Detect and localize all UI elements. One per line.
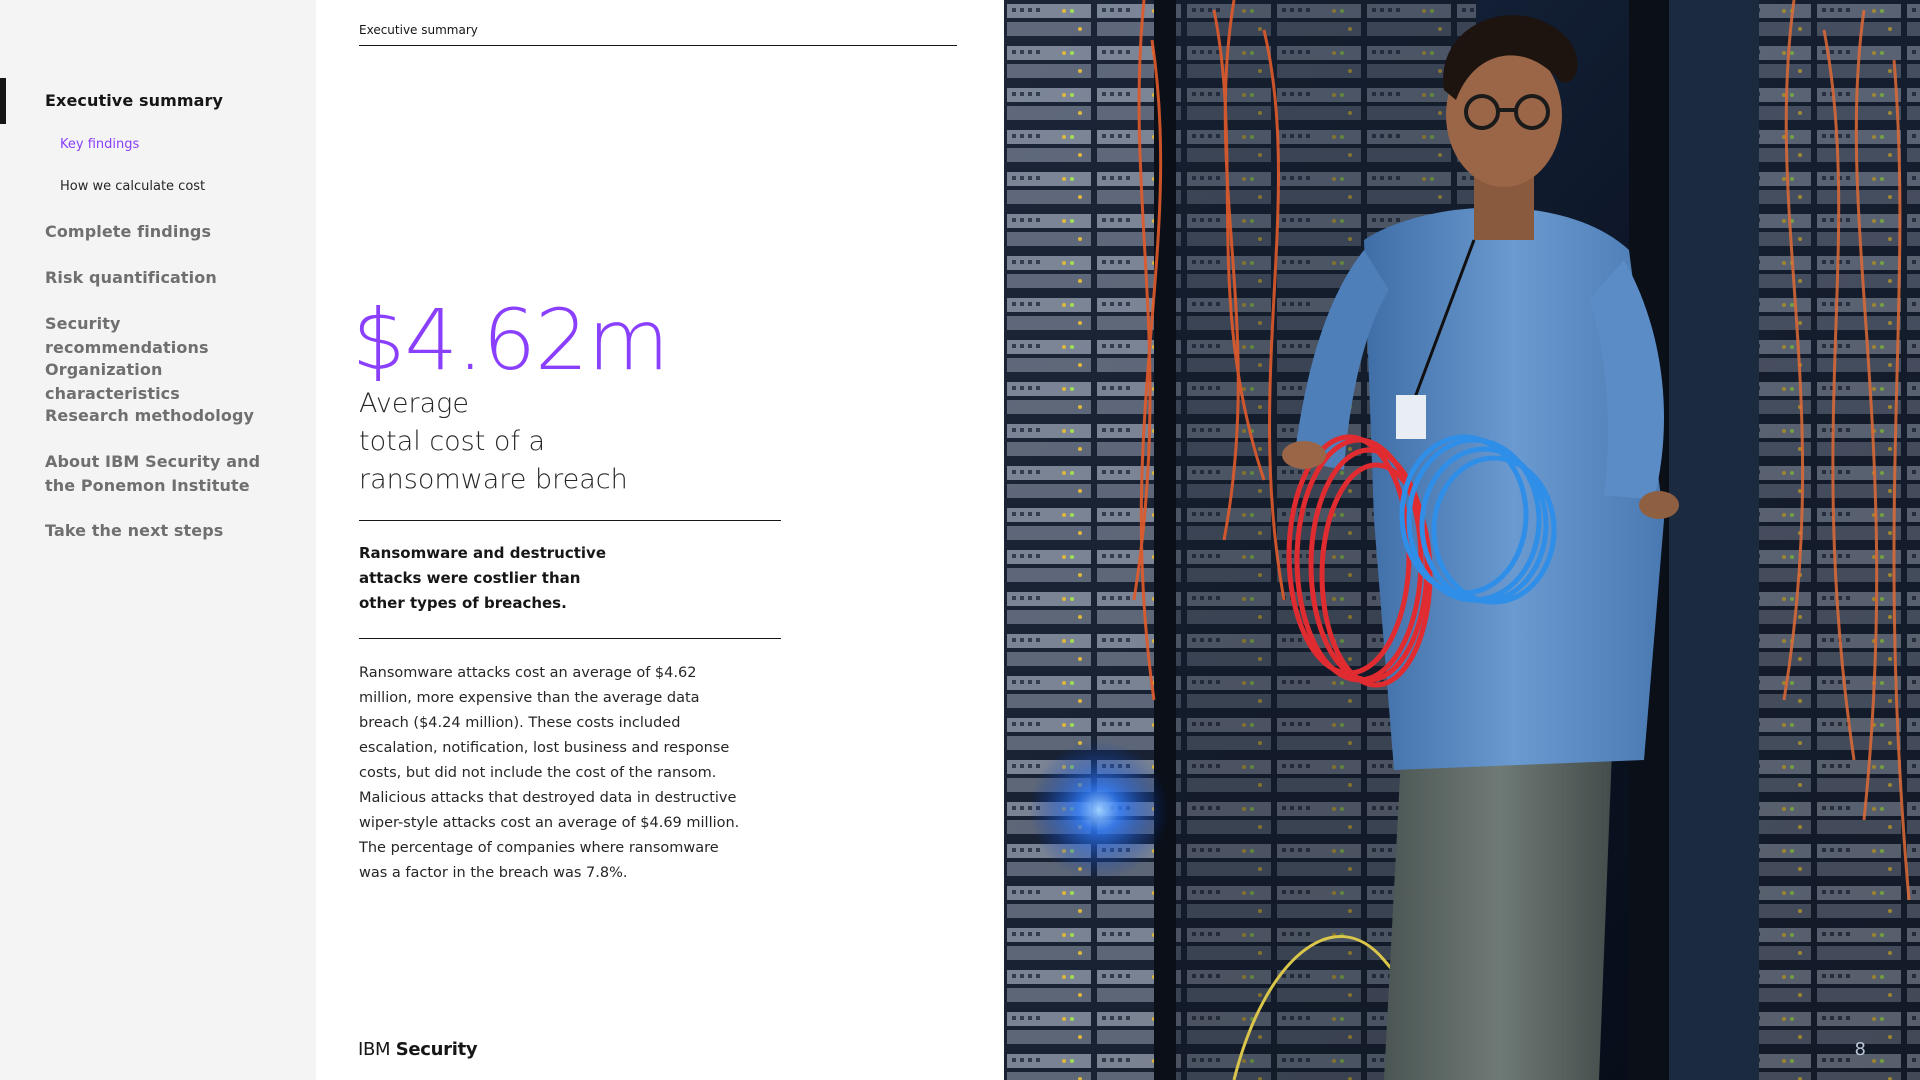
sidebar-item-about-ibm-security[interactable]: About IBM Security and the Ponemon Institute [45,452,261,495]
section-divider [359,638,781,639]
sidebar-nav [0,0,316,1080]
callout-text [359,541,609,616]
sidebar-subitem-key-findings[interactable]: Key findings [60,137,140,152]
sidebar-item-executive-summary[interactable]: Executive summary [45,91,224,110]
sidebar-item-research-methodology[interactable]: Research methodology [45,406,255,425]
callout-line: Ransomware and destructive [359,544,606,562]
sidebar-item-take-the-next-steps[interactable]: Take the next steps [45,521,224,540]
body-paragraph: Ransomware attacks cost an average of $4.62 million, more expensive than the average data breach ($4.24 million). These costs included escalation, notification, lost business and response costs, but did not include the cost of the ransom. Malicious attacks that destroyed data in destructive wiper-style attacks cost an average of $4.69 million. The percentage of companies where ransomware was a factor in the breach was 7.8%. [359,665,740,881]
header-divider [359,45,957,46]
sidebar-item-complete-findings[interactable]: Complete findings [45,222,212,241]
server-room-technician-photo [1004,0,1920,1080]
stat-label [359,385,659,499]
section-divider [359,520,781,521]
stat-label-line: Average [359,388,469,419]
stat-label-line: ransomware breach [359,464,628,495]
stat-value: $4.62m [352,291,669,389]
sidebar-item-risk-quantification[interactable]: Risk quantification [45,268,217,287]
page-number: 8 [1854,1039,1866,1060]
photo-illustration [1004,0,1920,1080]
active-section-marker [0,78,6,124]
running-head: Executive summary [359,23,478,37]
logo-ibm-text: IBM [358,1039,391,1060]
logo-security-text: Security [395,1039,478,1060]
stat-label-line: total cost of a [359,426,546,457]
main-content [316,0,1004,1080]
callout-line: other types of breaches. [359,594,567,612]
sidebar-item-security-recommendations[interactable]: Security recommendations [45,314,209,357]
ibm-security-logo [358,1038,477,1062]
sidebar-item-organization-characteristics[interactable]: Organization characteristics [45,360,180,403]
callout-line: attacks were costlier than [359,569,581,587]
sidebar-subitem-how-we-calculate-cost[interactable]: How we calculate cost [60,179,206,194]
